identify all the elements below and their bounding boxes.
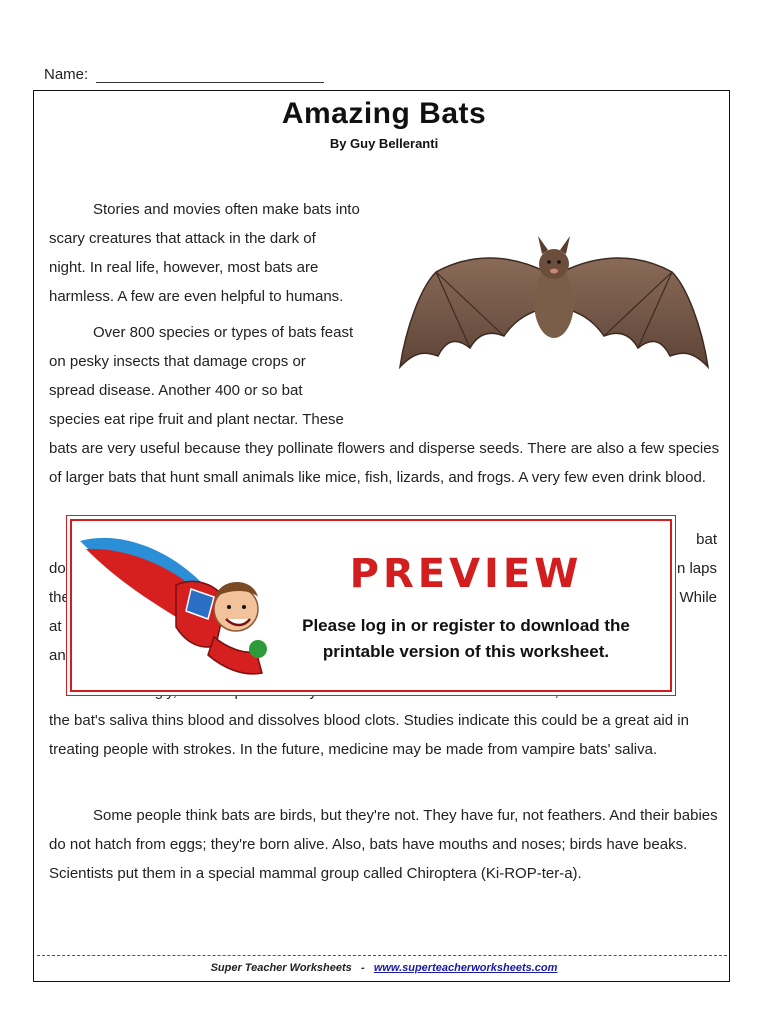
text-line: species eat ripe fruit and plant nectar. These <box>49 411 344 428</box>
paragraph-5-text: Some people think bats are birds, but they're not. They have fur, not feathers. And their babies do not hatch from eggs; they're born alive. Also, bats have mouths and noses; birds have beaks. Scientists put them in a special mammal group called Chiroptera (Ki-ROP-ter-a). <box>49 807 718 882</box>
page-title: Amazing Bats <box>281 97 487 130</box>
text-fragment: do <box>49 560 66 577</box>
author-byline: By Guy Belleranti <box>329 136 439 151</box>
text-line: night. In real life, however, most bats are <box>49 259 319 276</box>
paragraph-1 <box>49 195 385 311</box>
text-fragment: n laps <box>676 560 717 577</box>
preview-message: Please log in or register to download the printable version of this worksheet. <box>302 616 630 661</box>
name-label: Name: <box>44 66 89 83</box>
text-fragment: an <box>49 647 66 664</box>
name-field-row <box>44 66 324 83</box>
text-line: scary creatures that attack in the dark of <box>49 230 316 247</box>
text-line: Over 800 species or types of bats feast <box>93 324 354 341</box>
text-line: Stories and movies often make bats into <box>93 201 360 218</box>
text-line: spread disease. Another 400 or so bat <box>49 382 303 399</box>
preview-banner <box>70 519 672 692</box>
text-fragment: at <box>49 618 62 635</box>
text-fragment: bat <box>696 531 717 548</box>
text-fragment: the <box>49 589 70 606</box>
name-blank-line <box>96 68 324 83</box>
text-line: on pesky insects that damage crops or <box>49 353 306 370</box>
superhero-mascot-icon <box>76 527 286 687</box>
text-fragment: While <box>679 589 717 606</box>
preview-title: PREVIEW <box>349 551 583 597</box>
footer-divider <box>37 955 727 956</box>
bat-photo <box>396 232 712 372</box>
footer-separator: - <box>360 962 365 974</box>
footer-website-link[interactable]: www.superteacherworksheets.com <box>373 962 558 974</box>
text-line: harmless. A few are even helpful to humans. <box>49 288 344 305</box>
footer-brand: Super Teacher Worksheets <box>210 962 352 974</box>
paragraph-4-rest: the bat's saliva thins blood and dissolves blood clots. Studies indicate this could be a great aid in treating people with strokes. In the future, medicine may be made from vampire bats' saliva. <box>49 712 689 758</box>
paragraph-5 <box>49 801 721 888</box>
paragraph-2-rest: bats are very useful because they pollinate flowers and disperse seeds. There are also a few species of larger bats that hunt small animals like mice, fish, lizards, and frogs. A very few even drink blood. <box>49 440 720 486</box>
footer <box>0 962 768 974</box>
